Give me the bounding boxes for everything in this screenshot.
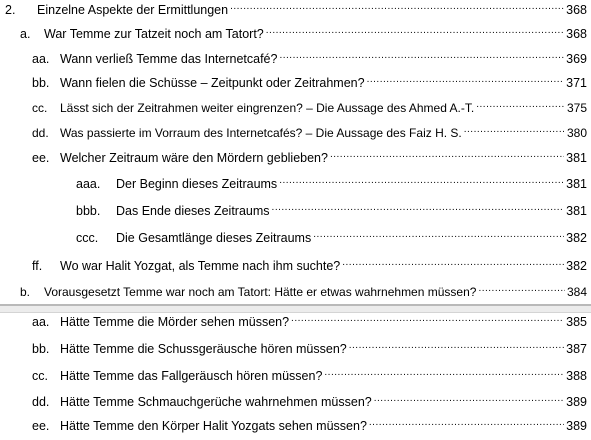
toc-entry[interactable]: [32, 256, 587, 276]
toc-entry[interactable]: [76, 228, 587, 248]
toc-entry-page: 369: [566, 52, 587, 66]
toc-entry-page: 388: [566, 369, 587, 383]
toc-entry-page: 381: [566, 151, 587, 165]
toc-dot-leader: [464, 120, 565, 140]
toc-entry-title: Hätte Temme die Schussgeräusche hören müssen?: [60, 342, 347, 356]
toc-entry-number: aa.: [32, 315, 50, 329]
toc-dot-leader: [369, 413, 564, 433]
toc-entry-number: ccc.: [76, 231, 99, 245]
toc-entry-page: 389: [566, 419, 587, 433]
toc-dot-leader: [279, 171, 564, 191]
toc-entry-number: a.: [20, 27, 31, 41]
toc-entry-title: Hätte Temme das Fallgeräusch hören müssen?: [60, 369, 323, 383]
toc-entry[interactable]: [32, 416, 587, 436]
toc-entry-page: 368: [566, 3, 587, 17]
toc-entry-number: dd.: [32, 126, 49, 140]
toc-entry-title: Welcher Zeitraum wäre den Mördern geblieben?: [60, 151, 328, 165]
toc-entry[interactable]: [32, 339, 587, 359]
toc-entry[interactable]: [32, 73, 587, 93]
toc-entry-number: bb.: [32, 76, 50, 90]
toc-entry-page: 368: [566, 27, 587, 41]
toc-entry-title: Hätte Temme den Körper Halit Yozgats sehen müssen?: [60, 419, 367, 433]
toc-entry-page: 381: [566, 204, 587, 218]
toc-entry-number: aaa.: [76, 177, 101, 191]
toc-entry-title: Hätte Temme Schmauchgerüche wahrnehmen müssen?: [60, 395, 372, 409]
toc-entry-number: dd.: [32, 395, 50, 409]
toc-entry-title: Die Gesamtlänge dieses Zeitraums: [116, 231, 312, 245]
toc-entry-number: cc.: [32, 369, 48, 383]
toc-entry[interactable]: [32, 392, 587, 412]
toc-entry-page: 389: [566, 395, 587, 409]
toc-entry-title: Der Beginn dieses Zeitraums: [116, 177, 278, 191]
toc-entry-page: 381: [566, 177, 587, 191]
toc-dot-leader: [230, 0, 564, 17]
toc-entry-title: Was passierte im Vorraum des Internetcafés? – Die Aussage des Faiz H. S.: [60, 126, 462, 140]
toc-entry-title: Lässt sich der Zeitrahmen weiter eingrenzen? – Die Aussage des Ahmed A.-T.: [60, 101, 475, 115]
toc-entry-number: bbb.: [76, 204, 101, 218]
toc-dot-leader: [349, 336, 564, 356]
toc-entry[interactable]: [32, 148, 587, 168]
toc-entry[interactable]: [76, 201, 587, 221]
toc-entry-number: ff.: [32, 259, 43, 273]
toc-dot-leader: [367, 70, 565, 90]
toc-entry-page: 380: [566, 126, 587, 140]
toc-entry[interactable]: [32, 49, 587, 69]
toc-entry-page: 384: [566, 285, 587, 299]
toc-dot-leader: [313, 225, 564, 245]
toc-entry-number: b.: [20, 285, 31, 299]
toc-entry-title: Einzelne Aspekte der Ermittlungen: [37, 3, 229, 17]
toc-entry-number: ee.: [32, 151, 50, 165]
toc-entry-number: bb.: [32, 342, 50, 356]
toc-entry-title: Wo war Halit Yozgat, als Temme nach ihm suchte?: [60, 259, 341, 273]
toc-entry[interactable]: [76, 174, 587, 194]
toc-entry-number: aa.: [32, 52, 50, 66]
toc-entry-number: ee.: [32, 419, 50, 433]
toc-dot-leader: [324, 363, 564, 383]
toc-dot-leader: [478, 279, 565, 299]
toc-dot-leader: [291, 309, 564, 329]
toc-entry[interactable]: [20, 282, 587, 302]
toc-dot-leader: [476, 95, 565, 115]
toc-entry-title: Hätte Temme die Mörder sehen müssen?: [60, 315, 290, 329]
toc-dot-leader: [374, 389, 564, 409]
toc-entry[interactable]: [32, 98, 587, 118]
toc-entry[interactable]: [32, 366, 587, 386]
toc-entry-title: Vorausgesetzt Temme war noch am Tatort: Hätte er etwas wahrnehmen müssen?: [44, 285, 477, 299]
toc-entry[interactable]: [32, 123, 587, 143]
toc-dot-leader: [342, 253, 564, 273]
toc-entry-title: Wann verließ Temme das Internetcafé?: [60, 52, 278, 66]
toc-entry-title: Das Ende dieses Zeitraums: [116, 204, 270, 218]
toc-entry-title: Wann fielen die Schüsse – Zeitpunkt oder Zeitrahmen?: [60, 76, 365, 90]
toc-entry-page: 371: [566, 76, 587, 90]
toc-dot-leader: [330, 145, 564, 165]
toc-entry-number: 2.: [5, 3, 16, 17]
toc-dot-leader: [266, 21, 564, 41]
toc-entry-page: 385: [566, 315, 587, 329]
toc-entry[interactable]: [32, 312, 587, 332]
toc-entry-page: 375: [566, 101, 587, 115]
toc-entry[interactable]: [20, 24, 587, 44]
toc-entry-number: cc.: [32, 101, 48, 115]
toc-entry-page: 382: [566, 259, 587, 273]
toc-entry-page: 387: [566, 342, 587, 356]
toc-entry-page: 382: [566, 231, 587, 245]
toc-dot-leader: [272, 198, 565, 218]
toc-dot-leader: [279, 46, 564, 66]
toc-entry[interactable]: [5, 0, 587, 20]
toc-entry-title: War Temme zur Tatzeit noch am Tatort?: [44, 27, 264, 41]
